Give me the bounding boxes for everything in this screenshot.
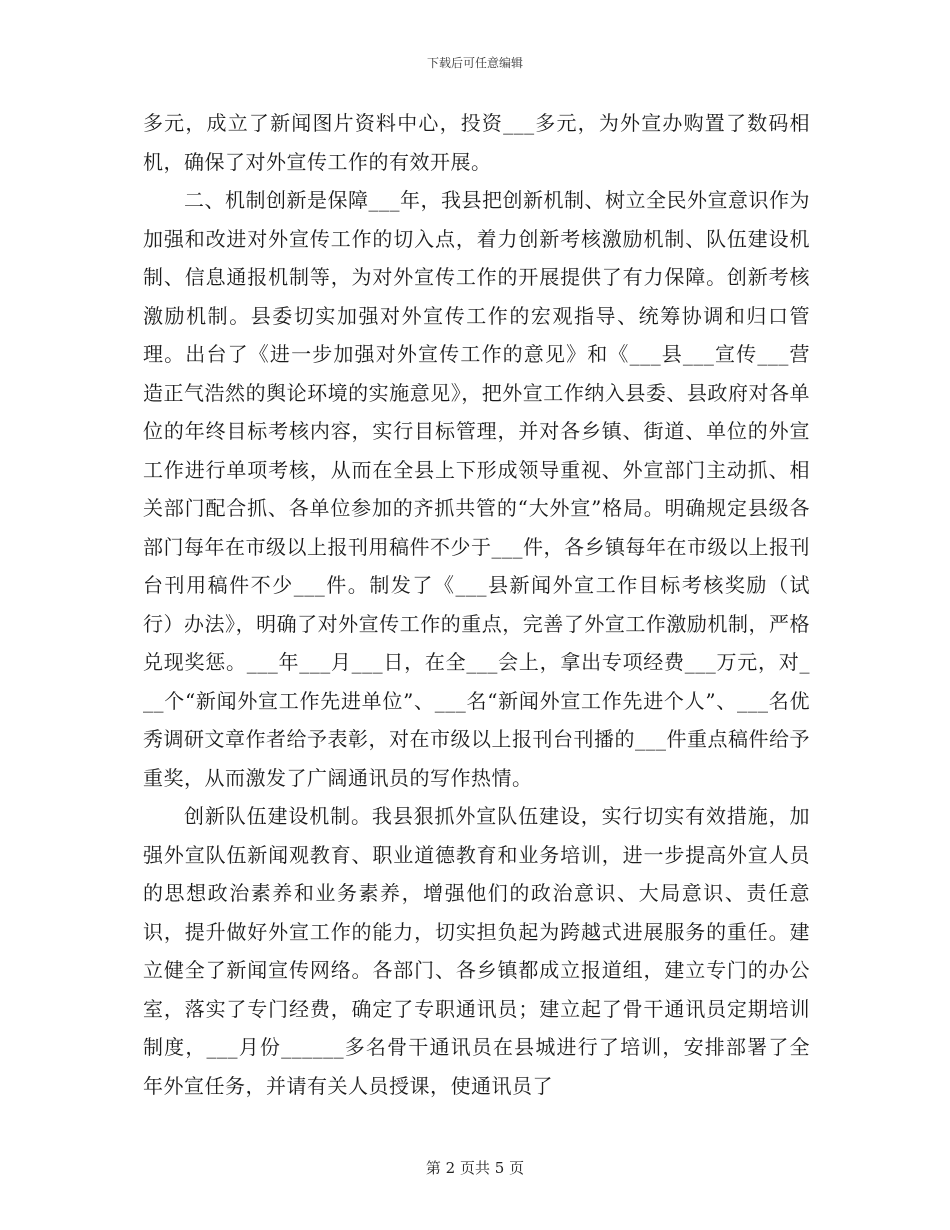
page-header: 下载后可任意编辑: [426, 56, 523, 70]
page-footer: 第 2 页共 5 页: [425, 1159, 525, 1177]
paragraph-3: 创新队伍建设机制。我县狠抓外宣队伍建设，实行切实有效措施，加强外宣队伍新闻观教育、职业道德教育和业务培训，进一步提高外宣人员的思想政治素养和业务素养，增强他们的政治意识、大局意识、责任意识，提升做好外宣工作的能力，切实担负起为跨越式进展服务的重任。建立健全了新闻宣传网络。各部门、各乡镇都成立报道组，建立专门的办公室，落实了专门经费，确定了专职通讯员；建立起了骨干通讯员定期培训制度，___月份______多名骨干通讯员在县城进行了培训，安排部署了全年外宣任务，并请有关人员授课，使通讯员了: [143, 804, 810, 1098]
document-body: [143, 104, 810, 1105]
paragraph-1: 多元，成立了新闻图片资料中心，投资___多元，为外宣办购置了数码相机，确保了对外宣传工作的有效开展。: [143, 111, 810, 174]
paragraph-2: 二、机制创新是保障___年，我县把创新机制、树立全民外宣意识作为加强和改进对外宣传工作的切入点，着力创新考核激励机制、队伍建设机制、信息通报机制等，为对外宣传工作的开展提供了有力保障。创新考核激励机制。县委切实加强对外宣传工作的宏观指导、统筹协调和归口管理。出台了《进一步加强对外宣传工作的意见》和《___县___宣传___营造正气浩然的舆论环境的实施意见》，把外宣工作纳入县委、县政府对各单位的年终目标考核内容，实行目标管理，并对各乡镇、街道、单位的外宣工作进行单项考核，从而在全县上下形成领导重视、外宣部门主动抓、相关部门配合抓、各单位参加的齐抓共管的“大外宣”格局。明确规定县级各部门每年在市级以上报刊用稿件不少于___件，各乡镇每年在市级以上报刊台刊用稿件不少___件。制发了《___县新闻外宣工作目标考核奖励（试行）办法》，明确了对外宣传工作的重点，完善了外宣工作激励机制，严格兑现奖惩。___年___月___日，在全___会上，拿出专项经费___万元，对___个“新闻外宣工作先进单位”、___名“新闻外宣工作先进个人”、___名优秀调研文章作者给予表彰，对在市级以上报刊台刊播的___件重点稿件给予重奖，从而激发了广阔通讯员的写作热情。: [143, 188, 810, 790]
